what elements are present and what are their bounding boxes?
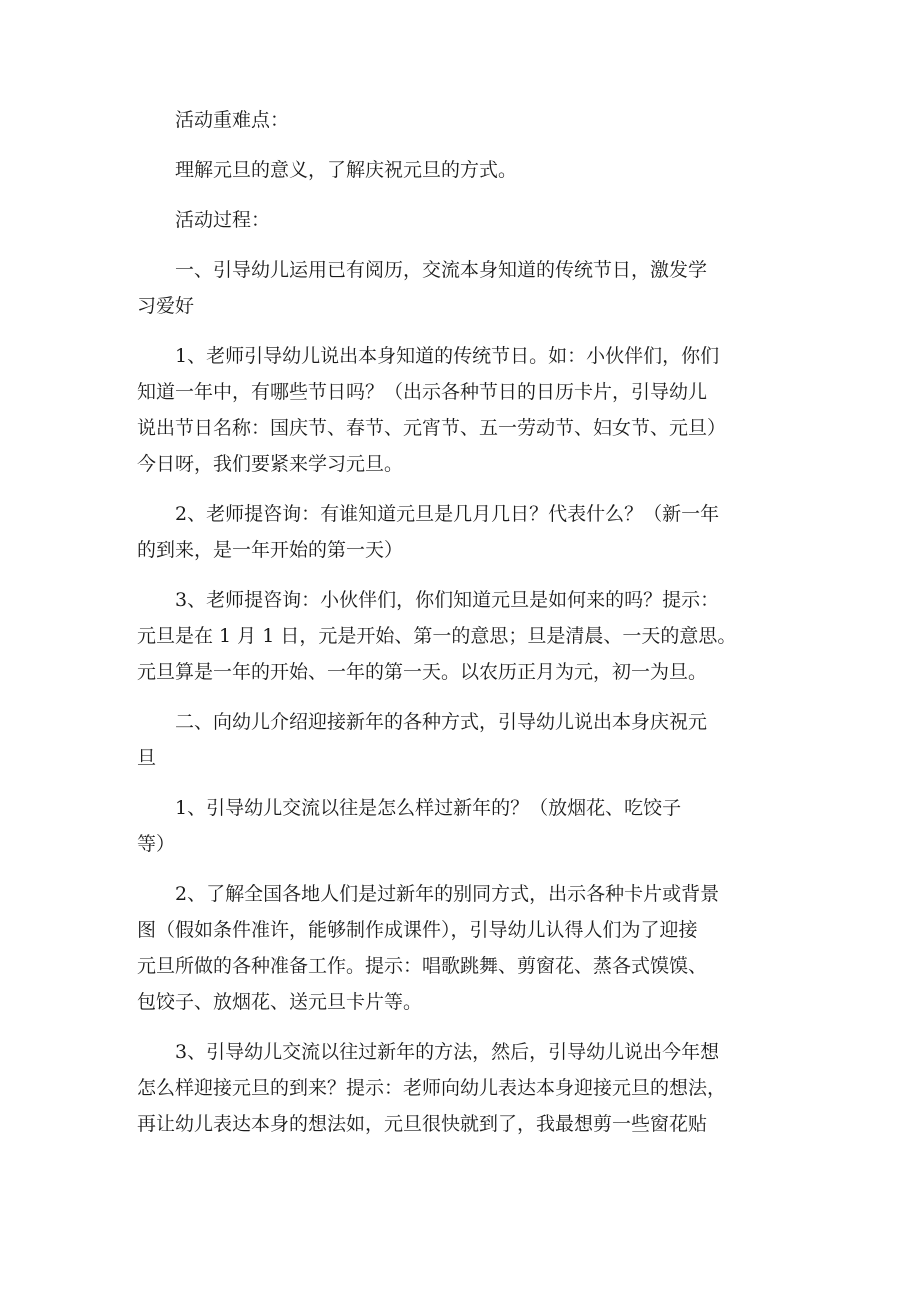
text-line: 1、老师引导幼儿说出本身知道的传统节日。如：小伙伴们，你们: [175, 345, 720, 367]
text-line: 习爱好: [137, 295, 195, 317]
text-line: 1、引导幼儿交流以往是怎么样过新年的？（放烟花、吃饺子: [175, 797, 682, 819]
text-line: 元旦算是一年的开始、一年的第一天。以农历正月为元，初一为旦。: [137, 661, 708, 683]
paragraph-heading-key-points: [137, 102, 797, 138]
text-line: 一、引导幼儿运用已有阅历，交流本身知道的传统节日，激发学: [175, 259, 708, 281]
text-line: 旦: [137, 747, 157, 769]
text-line: 图（假如条件准许，能够制作成课件），引导幼儿认得人们为了迎接: [137, 919, 698, 941]
paragraph-item-2-1: [137, 790, 797, 862]
text-line: 的到来，是一年开始的第一天）: [137, 539, 404, 561]
document-body: [137, 102, 797, 1156]
text-line: 今日呀，我们要紧来学习元旦。: [137, 453, 404, 475]
paragraph-item-1-3: [137, 582, 797, 690]
text-line: 理解元旦的意义，了解庆祝元旦的方式。: [175, 159, 518, 181]
text-line: 再让幼儿表达本身的想法如，元旦很快就到了，我最想剪一些窗花贴: [137, 1113, 708, 1135]
text-line: 2、了解全国各地人们是过新年的别同方式，出示各种卡片或背景: [175, 883, 720, 905]
text-line: 3、引导幼儿交流以往过新年的方法，然后，引导幼儿说出今年想: [175, 1041, 720, 1063]
text-line: 二、向幼儿介绍迎接新年的各种方式，引导幼儿说出本身庆祝元: [175, 711, 708, 733]
text-line: 知道一年中，有哪些节日吗？（出示各种节日的日历卡片，引导幼儿: [137, 381, 708, 403]
paragraph-item-1-2: [137, 496, 797, 568]
paragraph-item-2-2: [137, 876, 797, 1020]
text-line: 等）: [137, 833, 176, 855]
text-line: 怎么样迎接元旦的到来？提示：老师向幼儿表达本身迎接元旦的想法，: [137, 1077, 727, 1099]
text-line: 活动过程：: [175, 209, 271, 231]
text-line: 活动重难点：: [175, 109, 290, 131]
paragraph-section-two: [137, 704, 797, 776]
paragraph-heading-process: [137, 202, 797, 238]
text-line: 元旦所做的各种准备工作。提示：唱歌跳舞、剪窗花、蒸各式馍馍、: [137, 955, 708, 977]
paragraph-item-1-1: [137, 338, 797, 482]
text-line: 元旦是在 1 月 1 日，元是开始、第一的意思；旦是清晨、一天的意思。: [137, 625, 737, 647]
paragraph-section-one: [137, 252, 797, 324]
paragraph-item-2-3: [137, 1034, 797, 1142]
text-line: 包饺子、放烟花、送元旦卡片等。: [137, 991, 423, 1013]
paragraph-key-points-body: [137, 152, 797, 188]
text-line: 说出节日名称：国庆节、春节、元宵节、五一劳动节、妇女节、元旦）: [137, 417, 727, 439]
text-line: 3、老师提咨询：小伙伴们，你们知道元旦是如何来的吗？提示：: [175, 589, 720, 611]
text-line: 2、老师提咨询：有谁知道元旦是几月几日？代表什么？（新一年: [175, 503, 720, 525]
